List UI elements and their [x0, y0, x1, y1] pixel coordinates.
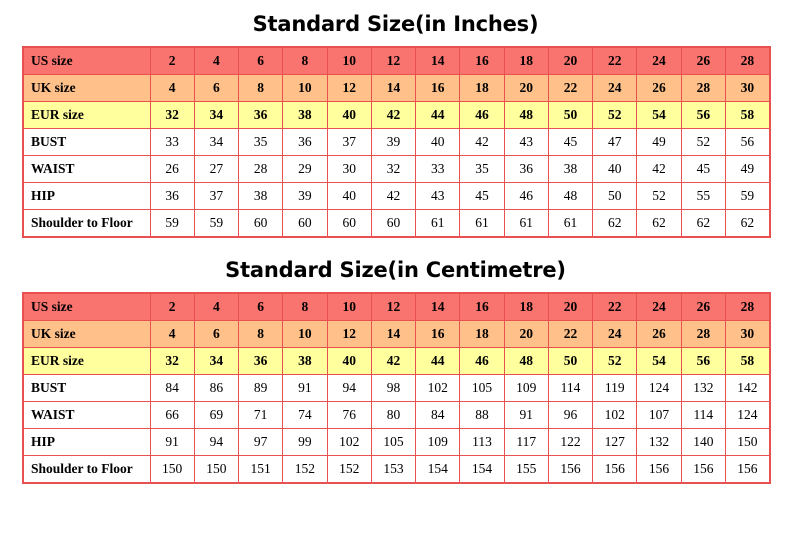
table-cell: 46: [504, 183, 548, 210]
table-cell: 48: [504, 348, 548, 375]
table-cell: 80: [371, 402, 415, 429]
table-cell: 26: [637, 321, 681, 348]
table-cell: 39: [371, 129, 415, 156]
table-cell: 37: [327, 129, 371, 156]
row-label: EUR size: [23, 348, 150, 375]
table-cell: 151: [239, 456, 283, 484]
table-cell: 109: [416, 429, 460, 456]
table-cell: 102: [327, 429, 371, 456]
table-cell: 48: [548, 183, 592, 210]
table-cell: 154: [416, 456, 460, 484]
table-cell: 156: [725, 456, 769, 484]
table-cell: 59: [725, 183, 769, 210]
table-cell: 60: [239, 210, 283, 238]
table-cell: 94: [194, 429, 238, 456]
table-cell: 4: [194, 293, 238, 321]
table-cell: 97: [239, 429, 283, 456]
table-cell: 38: [283, 102, 327, 129]
table-cell: 14: [416, 293, 460, 321]
table-cell: 24: [637, 293, 681, 321]
table-cell: 20: [504, 75, 548, 102]
table-cell: 42: [371, 183, 415, 210]
table-cell: 124: [637, 375, 681, 402]
table-cell: 16: [460, 293, 504, 321]
table-cell: 113: [460, 429, 504, 456]
table-cell: 61: [548, 210, 592, 238]
table-cell: 84: [150, 375, 194, 402]
table-cell: 2: [150, 293, 194, 321]
table-cell: 8: [283, 47, 327, 75]
table-cell: 34: [194, 348, 238, 375]
table-cell: 56: [681, 102, 725, 129]
table-cell: 18: [460, 75, 504, 102]
table-cell: 62: [637, 210, 681, 238]
table-cell: 35: [239, 129, 283, 156]
table-cell: 4: [150, 75, 194, 102]
table-cell: 2: [150, 47, 194, 75]
table-row: [23, 129, 770, 156]
table-cell: 18: [504, 47, 548, 75]
table-cell: 26: [681, 293, 725, 321]
table-cell: 40: [416, 129, 460, 156]
table-cell: 43: [504, 129, 548, 156]
table-cell: 6: [239, 293, 283, 321]
table-cell: 156: [637, 456, 681, 484]
table-cell: 54: [637, 102, 681, 129]
page-title-centimetre: Standard Size(in Centimetre): [225, 258, 566, 282]
size-chart-centimetre: [0, 238, 791, 484]
table-cell: 28: [725, 293, 769, 321]
table-cell: 14: [371, 75, 415, 102]
table-cell: 32: [150, 102, 194, 129]
table-cell: 74: [283, 402, 327, 429]
table-row: [23, 102, 770, 129]
table-cell: 156: [593, 456, 637, 484]
table-cell: 38: [548, 156, 592, 183]
table-cell: 28: [681, 321, 725, 348]
table-cell: 43: [416, 183, 460, 210]
table-cell: 52: [681, 129, 725, 156]
table-cell: 88: [460, 402, 504, 429]
row-label: Shoulder to Floor: [23, 456, 150, 484]
table-cell: 38: [283, 348, 327, 375]
table-row: [23, 375, 770, 402]
table-cell: 20: [548, 293, 592, 321]
table-cell: 8: [283, 293, 327, 321]
table-cell: 6: [194, 321, 238, 348]
table-cell: 45: [681, 156, 725, 183]
table-cell: 12: [327, 321, 371, 348]
table-cell: 30: [725, 75, 769, 102]
size-chart-inches: [0, 0, 791, 238]
table-cell: 122: [548, 429, 592, 456]
table-cell: 10: [327, 47, 371, 75]
table-cell: 55: [681, 183, 725, 210]
page-title-inches: Standard Size(in Inches): [252, 12, 539, 36]
table-cell: 20: [548, 47, 592, 75]
table-cell: 96: [548, 402, 592, 429]
table-row: [23, 156, 770, 183]
table-cell: 105: [460, 375, 504, 402]
table-cell: 18: [460, 321, 504, 348]
table-cell: 49: [637, 129, 681, 156]
table-cell: 28: [725, 47, 769, 75]
table-cell: 27: [194, 156, 238, 183]
table-cell: 114: [681, 402, 725, 429]
table-cell: 28: [681, 75, 725, 102]
table-cell: 155: [504, 456, 548, 484]
table-cell: 12: [327, 75, 371, 102]
table-cell: 98: [371, 375, 415, 402]
table-cell: 61: [416, 210, 460, 238]
table-cell: 30: [327, 156, 371, 183]
row-label: HIP: [23, 429, 150, 456]
table-cell: 69: [194, 402, 238, 429]
table-cell: 10: [283, 321, 327, 348]
table-cell: 10: [327, 293, 371, 321]
table-cell: 36: [239, 102, 283, 129]
row-label: WAIST: [23, 402, 150, 429]
table-cell: 47: [593, 129, 637, 156]
table-cell: 10: [283, 75, 327, 102]
table-row: [23, 429, 770, 456]
table-cell: 42: [460, 129, 504, 156]
table-cell: 142: [725, 375, 769, 402]
size-table-centimetre: [22, 292, 771, 484]
table-cell: 33: [150, 129, 194, 156]
table-cell: 62: [725, 210, 769, 238]
table-cell: 50: [548, 348, 592, 375]
table-cell: 29: [283, 156, 327, 183]
table-cell: 16: [416, 75, 460, 102]
table-cell: 127: [593, 429, 637, 456]
table-cell: 54: [637, 348, 681, 375]
table-cell: 35: [460, 156, 504, 183]
table-cell: 62: [681, 210, 725, 238]
table-cell: 60: [327, 210, 371, 238]
table-cell: 107: [637, 402, 681, 429]
table-cell: 34: [194, 102, 238, 129]
table-cell: 105: [371, 429, 415, 456]
table-cell: 36: [283, 129, 327, 156]
size-table-inches: [22, 46, 771, 238]
table-cell: 44: [416, 348, 460, 375]
row-label: HIP: [23, 183, 150, 210]
table-cell: 44: [416, 102, 460, 129]
table-cell: 59: [194, 210, 238, 238]
table-cell: 4: [194, 47, 238, 75]
row-label: BUST: [23, 375, 150, 402]
table-cell: 66: [150, 402, 194, 429]
table-cell: 26: [637, 75, 681, 102]
table-cell: 45: [548, 129, 592, 156]
table-cell: 61: [504, 210, 548, 238]
table-cell: 132: [637, 429, 681, 456]
table-cell: 39: [283, 183, 327, 210]
table-cell: 22: [593, 293, 637, 321]
table-cell: 99: [283, 429, 327, 456]
table-cell: 58: [725, 348, 769, 375]
table-cell: 8: [239, 321, 283, 348]
table-cell: 102: [416, 375, 460, 402]
table-cell: 150: [725, 429, 769, 456]
table-cell: 91: [283, 375, 327, 402]
table-cell: 20: [504, 321, 548, 348]
table-cell: 62: [593, 210, 637, 238]
table-cell: 34: [194, 129, 238, 156]
table-cell: 132: [681, 375, 725, 402]
row-label: BUST: [23, 129, 150, 156]
table-cell: 117: [504, 429, 548, 456]
table-cell: 6: [194, 75, 238, 102]
table-row: [23, 456, 770, 484]
table-row: [23, 183, 770, 210]
table-cell: 150: [150, 456, 194, 484]
table-cell: 86: [194, 375, 238, 402]
table-cell: 12: [371, 293, 415, 321]
table-cell: 89: [239, 375, 283, 402]
table-row: [23, 75, 770, 102]
table-row: [23, 47, 770, 75]
table-cell: 119: [593, 375, 637, 402]
table-cell: 76: [327, 402, 371, 429]
table-cell: 124: [725, 402, 769, 429]
row-label: WAIST: [23, 156, 150, 183]
table-cell: 58: [725, 102, 769, 129]
table-cell: 12: [371, 47, 415, 75]
table-cell: 33: [416, 156, 460, 183]
table-cell: 156: [681, 456, 725, 484]
row-label: Shoulder to Floor: [23, 210, 150, 238]
table-cell: 32: [371, 156, 415, 183]
table-cell: 60: [283, 210, 327, 238]
table-cell: 91: [150, 429, 194, 456]
row-label: US size: [23, 293, 150, 321]
table-cell: 8: [239, 75, 283, 102]
table-cell: 45: [460, 183, 504, 210]
table-cell: 24: [593, 75, 637, 102]
table-cell: 30: [725, 321, 769, 348]
row-label: US size: [23, 47, 150, 75]
table-cell: 4: [150, 321, 194, 348]
table-cell: 16: [460, 47, 504, 75]
row-label: UK size: [23, 75, 150, 102]
table-cell: 153: [371, 456, 415, 484]
table-cell: 24: [593, 321, 637, 348]
table-cell: 40: [327, 183, 371, 210]
table-cell: 52: [637, 183, 681, 210]
table-cell: 52: [593, 102, 637, 129]
table-cell: 102: [593, 402, 637, 429]
table-cell: 46: [460, 348, 504, 375]
table-cell: 32: [150, 348, 194, 375]
table-cell: 22: [548, 75, 592, 102]
table-cell: 26: [681, 47, 725, 75]
table-cell: 71: [239, 402, 283, 429]
table-cell: 28: [239, 156, 283, 183]
table-cell: 48: [504, 102, 548, 129]
table-cell: 42: [371, 102, 415, 129]
table-cell: 40: [593, 156, 637, 183]
table-cell: 84: [416, 402, 460, 429]
table-cell: 49: [725, 156, 769, 183]
table-row: [23, 321, 770, 348]
table-cell: 59: [150, 210, 194, 238]
row-label: EUR size: [23, 102, 150, 129]
table-cell: 56: [681, 348, 725, 375]
table-cell: 22: [593, 47, 637, 75]
table-cell: 94: [327, 375, 371, 402]
table-cell: 36: [239, 348, 283, 375]
table-cell: 6: [239, 47, 283, 75]
table-cell: 60: [371, 210, 415, 238]
table-cell: 156: [548, 456, 592, 484]
table-cell: 140: [681, 429, 725, 456]
table-row: [23, 293, 770, 321]
table-row: [23, 348, 770, 375]
table-cell: 52: [593, 348, 637, 375]
table-cell: 109: [504, 375, 548, 402]
table-cell: 50: [548, 102, 592, 129]
row-label: UK size: [23, 321, 150, 348]
table-cell: 42: [371, 348, 415, 375]
table-cell: 91: [504, 402, 548, 429]
table-cell: 150: [194, 456, 238, 484]
table-cell: 14: [416, 47, 460, 75]
table-cell: 42: [637, 156, 681, 183]
table-cell: 24: [637, 47, 681, 75]
table-cell: 38: [239, 183, 283, 210]
table-row: [23, 402, 770, 429]
table-cell: 36: [504, 156, 548, 183]
table-cell: 56: [725, 129, 769, 156]
table-cell: 18: [504, 293, 548, 321]
table-cell: 152: [327, 456, 371, 484]
table-row: [23, 210, 770, 238]
table-cell: 40: [327, 102, 371, 129]
table-cell: 50: [593, 183, 637, 210]
table-cell: 36: [150, 183, 194, 210]
table-cell: 46: [460, 102, 504, 129]
table-cell: 114: [548, 375, 592, 402]
table-cell: 61: [460, 210, 504, 238]
table-cell: 154: [460, 456, 504, 484]
table-cell: 26: [150, 156, 194, 183]
table-cell: 37: [194, 183, 238, 210]
table-cell: 22: [548, 321, 592, 348]
table-cell: 40: [327, 348, 371, 375]
table-cell: 16: [416, 321, 460, 348]
table-cell: 152: [283, 456, 327, 484]
table-cell: 14: [371, 321, 415, 348]
